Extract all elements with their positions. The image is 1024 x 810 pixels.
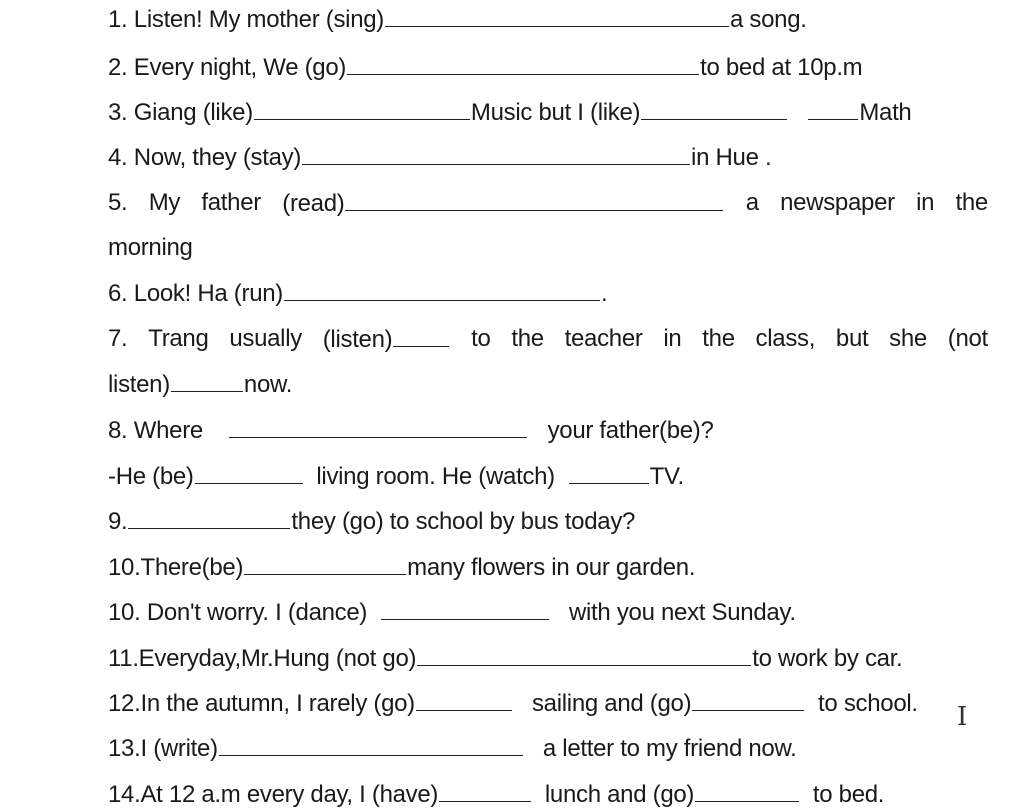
line-text: TV.	[649, 463, 684, 490]
line-text: now.	[243, 371, 293, 398]
exercise-line-14	[108, 779, 994, 809]
word: class,	[755, 325, 816, 352]
answer-blank[interactable]	[692, 688, 804, 711]
exercise-line-2	[108, 52, 994, 82]
answer-blank[interactable]	[302, 142, 690, 165]
exercise-line-11	[108, 643, 994, 673]
exercise-line-3	[108, 97, 994, 127]
word: the	[702, 325, 735, 352]
line-text: 11.Everyday,Mr.Hung (not go)	[108, 645, 417, 672]
word: the	[955, 189, 988, 216]
text-cursor-icon: I	[957, 702, 968, 732]
line-text: in Hue .	[691, 144, 772, 171]
word: 5.	[108, 189, 128, 216]
line-text: a song.	[730, 6, 807, 33]
word: a	[745, 189, 759, 216]
word: (listen)	[322, 326, 393, 353]
line-text: to work by car.	[752, 645, 903, 672]
word: Trang	[148, 325, 209, 352]
line-text: Music but I (like)	[470, 99, 641, 126]
exercise-line-13	[108, 733, 994, 763]
exercise-line-8	[108, 415, 994, 445]
exercise-line-5	[108, 188, 988, 218]
word: father	[201, 189, 261, 216]
word: (read)	[282, 190, 345, 217]
exercise-line-10b	[108, 597, 994, 627]
word-with-blank	[282, 188, 724, 218]
line-text: to bed.	[812, 781, 885, 808]
word: in	[916, 189, 935, 216]
exercise-line-6	[108, 278, 994, 308]
word: to	[471, 325, 491, 352]
line-text: Math	[859, 99, 912, 126]
word: the	[511, 325, 544, 352]
answer-blank[interactable]	[345, 188, 723, 211]
word: but	[835, 325, 869, 352]
word: in	[663, 325, 682, 352]
exercise-line-1	[108, 4, 994, 34]
line-text: morning	[108, 234, 193, 261]
line-text: 4. Now, they (stay)	[108, 144, 302, 171]
exercise-line-12	[108, 688, 994, 718]
answer-blank[interactable]	[254, 97, 470, 120]
line-text: to school.	[818, 690, 918, 717]
answer-blank[interactable]	[229, 415, 527, 438]
answer-blank[interactable]	[347, 52, 699, 75]
line-text: 8. Where	[108, 417, 203, 444]
line-text: 3. Giang (like)	[108, 99, 253, 126]
line-text: sailing and (go)	[531, 690, 692, 717]
exercise-line-7-cont	[108, 369, 994, 399]
answer-blank[interactable]	[219, 733, 523, 756]
answer-blank[interactable]	[385, 4, 729, 27]
line-text: 14.At 12 a.m every day, I (have)	[108, 781, 439, 808]
line-text: 10. Don't worry. I (dance)	[108, 599, 368, 626]
line-text: 9.	[108, 508, 128, 535]
exercise-line-8-cont	[108, 461, 994, 491]
line-text: 1. Listen! My mother (sing)	[108, 6, 384, 33]
answer-blank[interactable]	[808, 97, 858, 120]
answer-blank[interactable]	[244, 552, 406, 575]
answer-blank[interactable]	[284, 278, 600, 301]
answer-blank[interactable]	[641, 97, 787, 120]
answer-blank[interactable]	[416, 688, 512, 711]
line-text: with you next Sunday.	[568, 599, 796, 626]
line-text: living room. He (watch)	[316, 463, 555, 490]
answer-blank[interactable]	[195, 461, 303, 484]
line-text: many flowers in our garden.	[407, 554, 696, 581]
exercise-line-5-cont	[108, 233, 994, 263]
line-text: 13.I (write)	[108, 735, 218, 762]
line-text: 6. Look! Ha (run)	[108, 280, 283, 307]
word: teacher	[564, 325, 643, 352]
line-text: lunch and (go)	[544, 781, 695, 808]
word: usually	[229, 325, 302, 352]
answer-blank[interactable]	[381, 597, 549, 620]
word: 7.	[108, 325, 128, 352]
answer-blank[interactable]	[569, 461, 649, 484]
word-with-blank	[323, 324, 451, 354]
line-text: 2. Every night, We (go)	[108, 54, 347, 81]
line-text: to bed at 10p.m	[700, 54, 863, 81]
answer-blank[interactable]	[439, 779, 531, 802]
answer-blank[interactable]	[393, 324, 449, 347]
word: she	[889, 325, 927, 352]
exercise-line-4	[108, 142, 994, 172]
line-text: listen)	[108, 371, 170, 398]
line-text: .	[600, 280, 608, 307]
answer-blank[interactable]	[695, 779, 799, 802]
line-text: 10.There(be)	[108, 554, 244, 581]
line-text: they (go) to school by bus today?	[291, 508, 636, 535]
answer-blank[interactable]	[128, 506, 290, 529]
word: newspaper	[780, 189, 895, 216]
exercise-line-9	[108, 506, 994, 536]
line-text: 12.In the autumn, I rarely (go)	[108, 690, 415, 717]
exercise-line-7	[108, 324, 988, 354]
line-text: -He (be)	[108, 463, 194, 490]
answer-blank[interactable]	[171, 369, 243, 392]
line-text: your father(be)?	[547, 417, 714, 444]
answer-blank[interactable]	[417, 643, 751, 666]
line-text: a letter to my friend now.	[542, 735, 797, 762]
exercise-line-10	[108, 552, 994, 582]
word: My	[148, 189, 181, 216]
word: (not	[947, 325, 988, 352]
